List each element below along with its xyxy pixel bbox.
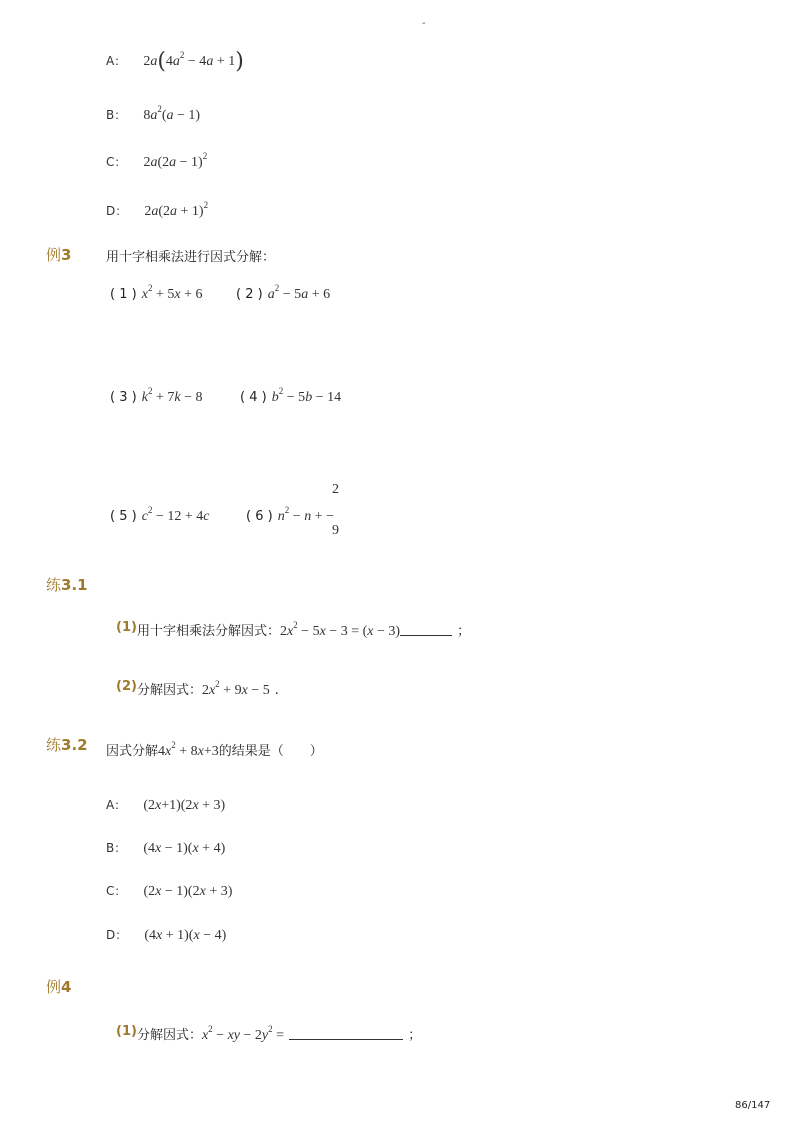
- example4-q1: [116, 1024, 421, 1044]
- fraction-numerator: 2: [332, 482, 339, 497]
- option-d: [106, 924, 226, 944]
- example3-text: 用十字相乘法进行因式分解：: [106, 250, 276, 265]
- item-label: ( 4 ): [240, 390, 267, 405]
- question-text-before: 因式分解: [106, 744, 159, 759]
- practice32-heading: [46, 734, 88, 755]
- item-label: ( 2 ): [236, 287, 263, 302]
- question-text: 分解因式：: [136, 1028, 202, 1043]
- item-expr: $c^2 - 12 + 4c$: [141, 505, 210, 524]
- question-end: ；: [408, 1028, 422, 1043]
- question-expr: $2x^2 + 9x - 5$: [201, 679, 270, 698]
- page-number: 86/147: [735, 1100, 771, 1111]
- example3-item-5: [110, 505, 210, 525]
- item-label: ( 1 ): [110, 287, 137, 302]
- item-expr: $b^2 - 5b - 14$: [271, 386, 342, 405]
- example4-heading: [46, 976, 71, 997]
- question-expr: $2x^2 - 5x - 3 = (x - 3)$: [279, 620, 401, 639]
- item-expr: $n^2 - n$ + −: [277, 505, 334, 524]
- heading-prefix: 练: [46, 736, 62, 754]
- practice31-heading: [46, 574, 88, 595]
- option-label: C：: [106, 155, 127, 169]
- heading-prefix: 练: [46, 576, 62, 594]
- option-d: [106, 200, 208, 220]
- heading-prefix: 例: [46, 246, 62, 264]
- question-end: .: [274, 683, 279, 698]
- example3-item-1: [110, 283, 203, 303]
- fraction-denominator: 9: [332, 523, 339, 538]
- heading-number: 4: [61, 978, 72, 996]
- question-label: (1): [116, 620, 137, 635]
- option-expr: (2x+1)(2x + 3): [143, 798, 226, 813]
- question-text: 用十字相乘法分解因式：: [136, 624, 280, 639]
- question-end: ；: [457, 624, 471, 639]
- question-text: 分解因式：: [136, 683, 202, 698]
- example3-heading: [46, 244, 71, 265]
- option-label: B：: [106, 841, 127, 855]
- question-text-after: 的结果是（ ）: [218, 744, 323, 759]
- option-b: [106, 104, 200, 124]
- practice31-q2: [116, 679, 279, 699]
- option-expr: $2a(4a^2 - 4a + 1)$: [143, 49, 244, 74]
- item-expr: $x^2 + 5x + 6$: [141, 283, 203, 302]
- top-mark: -: [422, 18, 426, 29]
- option-label: C：: [106, 884, 127, 898]
- option-expr: $2a(2a - 1)^2$: [143, 151, 208, 170]
- example3-item-2: [236, 283, 330, 303]
- item-expr: $a^2 - 5a + 6$: [267, 283, 331, 302]
- heading-number: 3.1: [61, 576, 88, 594]
- option-c: [106, 880, 232, 900]
- example3-item-3: [110, 386, 203, 406]
- question-label: (2): [116, 679, 137, 694]
- option-expr: $8a^2(a - 1)$: [143, 104, 201, 123]
- item-label: ( 3 ): [110, 390, 137, 405]
- answer-blank[interactable]: [289, 1027, 403, 1040]
- heading-number: 3.2: [61, 736, 88, 754]
- example3-item-4: [240, 386, 341, 406]
- option-a: [106, 49, 244, 74]
- item-label: ( 5 ): [110, 509, 137, 524]
- option-a: [106, 794, 225, 814]
- item-expr: $k^2 + 7k - 8$: [141, 386, 203, 405]
- answer-blank[interactable]: [400, 623, 452, 636]
- option-expr: (4x + 1)(x − 4): [144, 928, 227, 943]
- example3-item-6: [246, 505, 334, 525]
- option-label: A：: [106, 798, 127, 812]
- option-label: D：: [106, 928, 128, 942]
- option-c: [106, 151, 207, 171]
- option-expr: $2a(2a + 1)^2$: [144, 200, 209, 219]
- question-label: (1): [116, 1024, 137, 1039]
- heading-prefix: 例: [46, 978, 62, 996]
- item-label: ( 6 ): [246, 509, 273, 524]
- option-label: B：: [106, 108, 127, 122]
- heading-number: 3: [61, 246, 72, 264]
- question-expr: $4x^2 + 8x+3$: [158, 740, 219, 759]
- option-b: [106, 837, 225, 857]
- option-expr: (2x − 1)(2x + 3): [143, 884, 233, 899]
- option-label: D：: [106, 204, 128, 218]
- option-label: A：: [106, 54, 127, 68]
- practice32-question: [106, 740, 323, 760]
- option-expr: (4x − 1)(x + 4): [143, 841, 226, 856]
- practice31-q1: [116, 620, 470, 640]
- question-expr: $x^2$ − xy − $2y^2$ =: [201, 1024, 285, 1043]
